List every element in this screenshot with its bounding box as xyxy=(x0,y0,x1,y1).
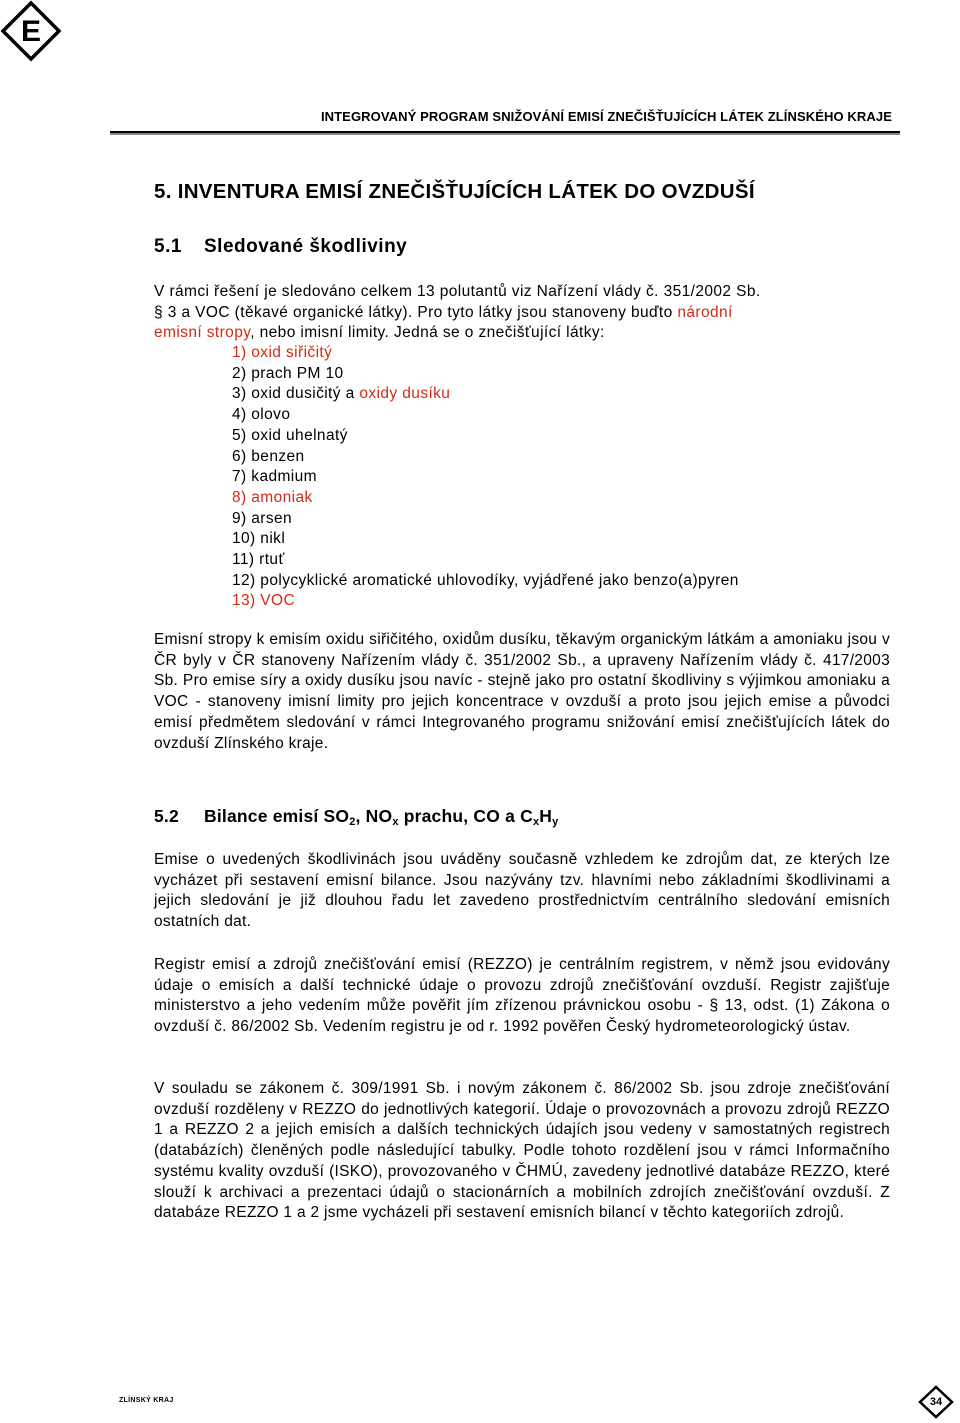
heading-text: prachu, CO a C xyxy=(398,806,533,826)
pollutant-label: 11) rtuť xyxy=(232,551,285,569)
pollutant-label: 8) amoniak xyxy=(232,488,313,506)
pollutant-link[interactable]: oxidy dusíku xyxy=(359,385,451,403)
page-number: 34 xyxy=(929,1396,943,1408)
heading-text: Bilance emisí SO xyxy=(204,806,350,826)
chapter-heading: 5. INVENTURA EMISÍ ZNEČIŠŤUJÍCÍCH LÁTEK DO OVZDUŠÍ xyxy=(154,180,755,203)
pollutant-item xyxy=(232,384,739,405)
section-title: Sledované škodliviny xyxy=(204,236,408,257)
intro-line xyxy=(154,303,894,324)
pollutant-item xyxy=(232,405,739,426)
heading-text: , NO xyxy=(355,806,393,826)
footer-region-label: ZLÍNSKÝ KRAJ xyxy=(119,1397,174,1404)
header-divider xyxy=(110,131,900,133)
intro-line xyxy=(154,323,894,344)
subscript: y xyxy=(552,816,559,828)
subscript: x xyxy=(532,816,540,828)
pollutant-label: 13) VOC xyxy=(232,592,296,610)
pollutant-item xyxy=(232,426,739,447)
section-heading-5-2 xyxy=(154,806,558,828)
pollutant-label: 10) nikl xyxy=(232,530,286,548)
pollutant-label: 12) polycyklické aromatické uhlovodíky, vyjádřené jako benzo(a)pyren xyxy=(232,571,739,589)
pollutant-label: 9) arsen xyxy=(232,509,293,527)
subscript: x xyxy=(392,816,399,828)
pollutant-item xyxy=(232,364,739,385)
pollutant-item xyxy=(232,571,739,592)
pollutant-item xyxy=(232,467,739,488)
pollutant-label: 5) oxid uhelnatý xyxy=(232,426,348,444)
pollutant-label: 1) oxid siřičitý xyxy=(232,344,333,361)
pollutant-label: 4) olovo xyxy=(232,406,291,424)
running-header-title: INTEGROVANÝ PROGRAM SNIŽOVÁNÍ EMISÍ ZNEČIŠŤUJÍCÍCH LÁTEK ZLÍNSKÉHO KRAJE xyxy=(320,109,892,124)
paragraph-emission-ceilings: Emisní stropy k emisím oxidu siřičitého, oxidům dusíku, těkavým organickým látkám a amoniaku jsou v ČR byly v ČR stanoveny Nařízením vlády č. 351/2002 Sb., a upraveny Nařízením vlády č. 417/2003 Sb. Pro emise síry a oxidy dusíku jsou navíc - stejně jako pro ostatní škodliviny s výjimkou amoniaku a VOC - stanoveny imisní limity pro jejich koncentrace v ovzduší a proto jsou jejich emise a původci emisí předmětem sledování v rámci Integrovaného programu snižování emisí znečišťujících látek do ovzduší Zlínského kraje. xyxy=(154,631,890,752)
intro-paragraph xyxy=(154,282,894,344)
pollutant-label: 2) prach PM 10 xyxy=(232,364,344,382)
section-heading-5-1 xyxy=(154,236,407,258)
pollutant-item[interactable] xyxy=(232,591,739,612)
intro-line: V rámci řešení je sledováno celkem 13 polutantů viz Nařízení vlády č. 351/2002 Sb. xyxy=(154,283,761,300)
pollutant-item xyxy=(232,447,739,468)
paragraph-rezzo-categories: V souladu se zákonem č. 309/1991 Sb. i novým zákonem č. 86/2002 Sb. jsou zdroje znečišťování ovzduší rozděleny v REZZO do jednotlivých kategorií. Údaje o provozovnách a provozu zdrojů REZZO 1 a REZZO 2 a jejich emisích a dalších technických údajích jsou vedeny v samostatných registrech (databázích) členěných podle následující tabulky. Podle tohoto rozdělení jsou v rámci Informačního systému kvality ovzduší (ISKO), provozovaného v ČHMÚ, zavedeny jednotlivé databáze REZZO, které slouží k archivaci a prezentaci údajů o stacionárních a mobilních zdrojích znečišťování ovzduší. Z databáze REZZO 1 a 2 jsme vycházeli při sestavení emisních bilancí v těchto kategoriích zdrojů. xyxy=(154,1080,890,1222)
pollutant-label: 7) kadmium xyxy=(232,468,317,486)
pollutant-item xyxy=(232,550,739,571)
section-number: 5.2 xyxy=(154,806,179,826)
pollutant-label: 3) oxid dusičitý a xyxy=(232,385,360,403)
svg-text:E: E xyxy=(20,15,42,48)
pollutant-item[interactable] xyxy=(232,343,739,364)
heading-text: H xyxy=(539,806,553,826)
intro-text: § 3 a VOC (těkavé organické látky). Pro tyto látky jsou stanoveny buďto xyxy=(154,303,678,321)
intro-text: , nebo imisní limity. Jedná se o znečišťující látky: xyxy=(250,324,605,342)
paragraph-rezzo-registry: Registr emisí a zdrojů znečišťování emisí (REZZO) je centrálním registrem, v němž jsou evidovány údaje o emisích a další technické údaje o provozu zdrojů znečišťování ovzduší. Registr zajišťuje ministerstvo a jeho vedením může pověřit jím zřízenou právnickou osobu - § 13, odst. (1) Zákona o ovzduší č. 86/2002 Sb. Vedením registru je od r. 1992 pověřen Český hydrometeorologický ústav. xyxy=(154,956,890,1036)
section-number: 5.1 xyxy=(154,236,182,257)
e-diamond-logo-icon xyxy=(0,0,62,62)
subscript: 2 xyxy=(349,816,356,828)
pollutant-item xyxy=(232,509,739,530)
pollutant-item[interactable] xyxy=(232,488,739,509)
pollutant-label: 6) benzen xyxy=(232,447,305,465)
paragraph-main-pollutants: Emise o uvedených škodlivinách jsou uváděny současně vzhledem ke zdrojům dat, ze kterých lze vycházet při sestavení emisní bilance. Jsou nazývány tzv. hlavními nebo základními škodlivinami a jejich sledování je již dlouhou řadu let zavedeno prostřednictvím centrálního sledování emisních ostatních dat. xyxy=(154,851,890,931)
link-emisni-stropy[interactable]: emisní stropy xyxy=(154,324,251,342)
pollutant-list xyxy=(232,343,739,612)
pollutant-item xyxy=(232,529,739,550)
link-narodni[interactable]: národní xyxy=(677,303,733,321)
